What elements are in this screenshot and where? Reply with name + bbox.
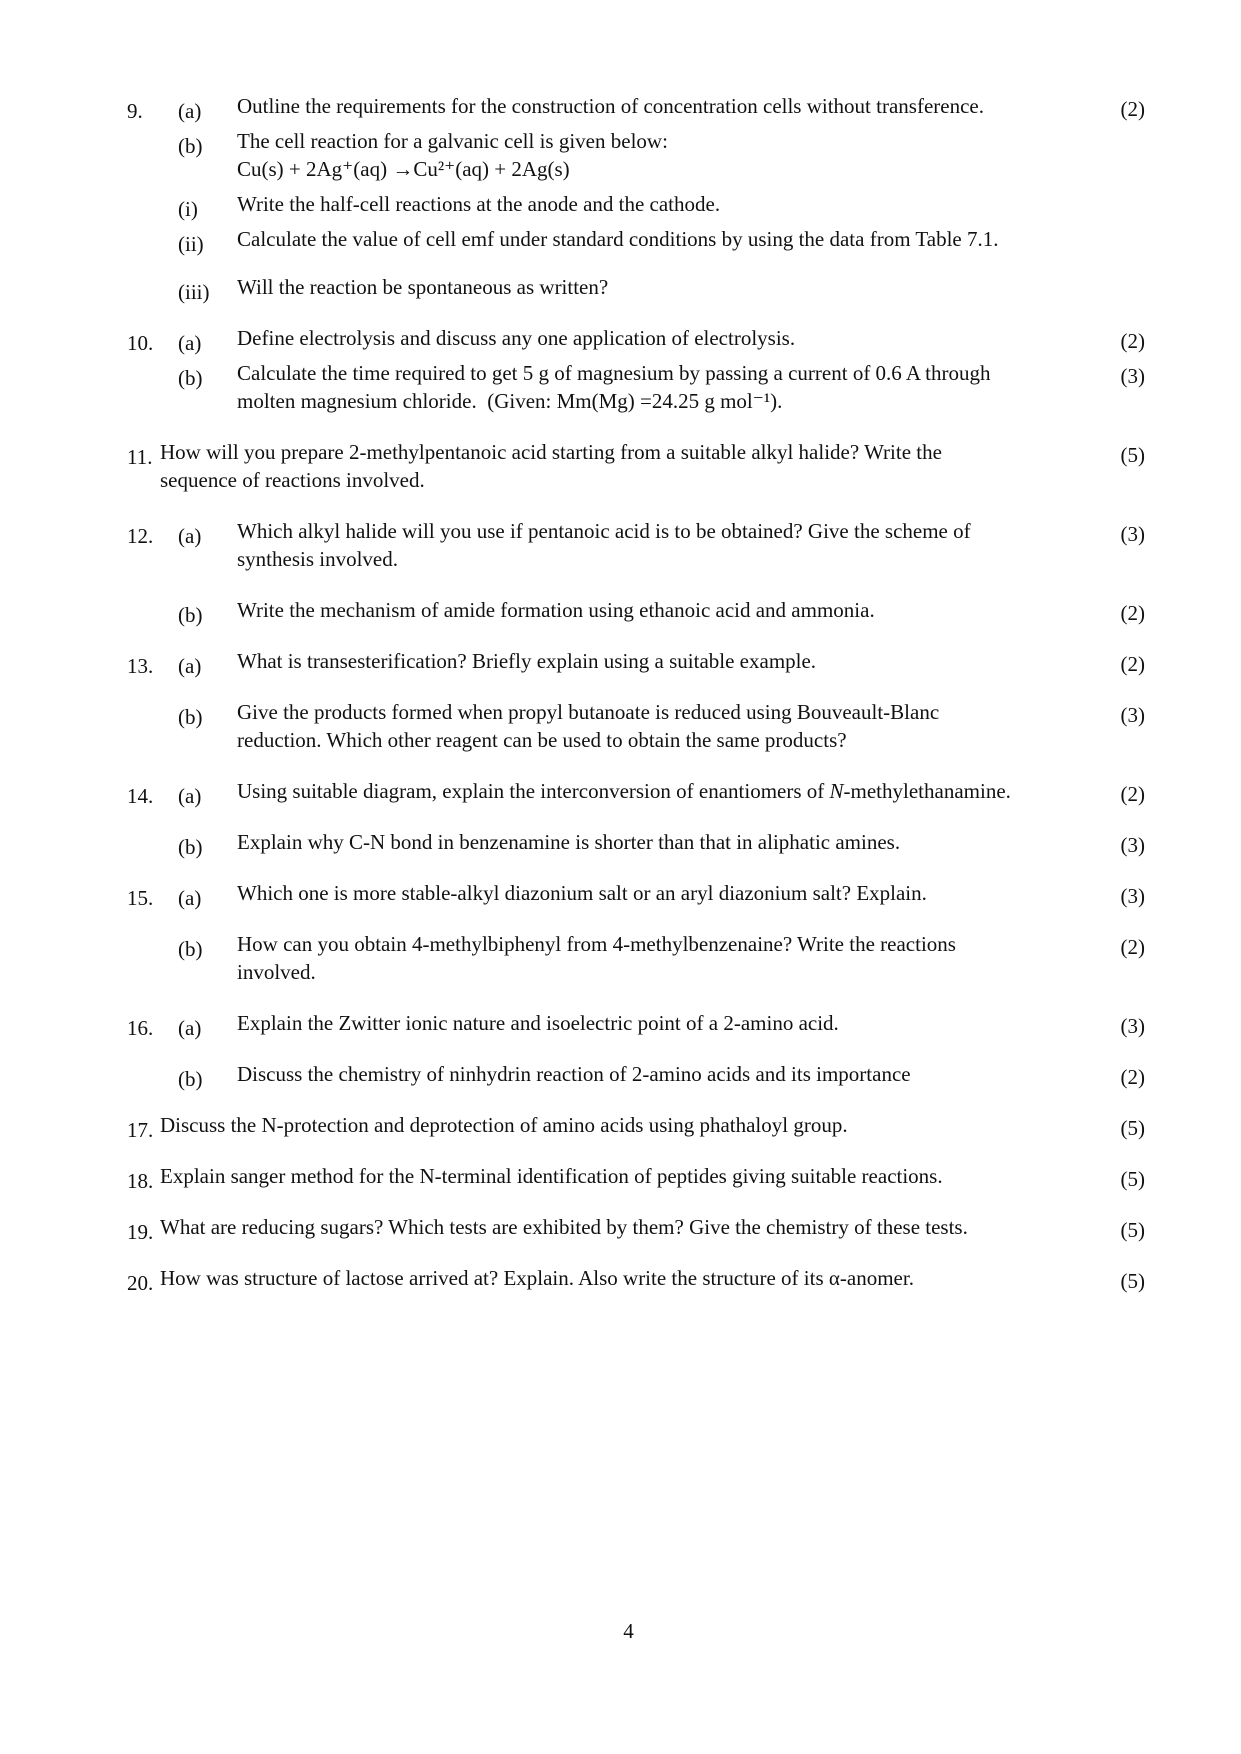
- text-segment: Using suitable diagram, explain the interconversion of enantiomers of: [237, 779, 830, 803]
- question-number: [127, 601, 178, 629]
- question-number: [127, 195, 178, 223]
- part-label: (i): [178, 197, 198, 221]
- part-text: [237, 879, 1070, 907]
- part-label: (a): [178, 331, 202, 355]
- question-part: [127, 1111, 1145, 1142]
- question-part: [127, 879, 1145, 910]
- question-number: 10.: [127, 331, 154, 355]
- text-segment: -methylethanamine.: [843, 779, 1011, 803]
- question: [127, 1009, 1145, 1091]
- question-part: [127, 1060, 1145, 1091]
- text-line: Write the half-cell reactions at the anode and the cathode.: [237, 192, 721, 216]
- text-line: What are reducing sugars? Which tests are exhibited by them? Give the chemistry of these tests.: [160, 1215, 968, 1239]
- marks-badge: (3): [1120, 833, 1145, 857]
- part-text: [160, 1111, 1052, 1139]
- part-label: (b): [178, 134, 203, 158]
- question-number: 20.: [127, 1271, 154, 1295]
- text-line: Explain why C-N bond in benzenamine is shorter than that in aliphatic amines.: [237, 830, 901, 854]
- text-line: Explain the Zwitter ionic nature and isoelectric point of a 2-amino acid.: [237, 1011, 839, 1035]
- question: [127, 324, 1145, 415]
- part-text: [237, 127, 1070, 183]
- text-line: Will the reaction be spontaneous as written?: [237, 275, 609, 299]
- question-number: 19.: [127, 1220, 154, 1244]
- text-line: molten magnesium chloride. (Given: Mm(Mg) =24.25 g mol⁻¹).: [237, 389, 783, 413]
- part-text: [237, 930, 1070, 986]
- part-text: [237, 698, 1070, 754]
- marks-badge: (2): [1120, 652, 1145, 676]
- question-number: [127, 833, 178, 861]
- question-part: [127, 190, 1145, 221]
- question: [127, 777, 1145, 859]
- part-label: (a): [178, 654, 202, 678]
- marks-badge: (3): [1120, 522, 1145, 546]
- text-line: The cell reaction for a galvanic cell is given below:: [237, 129, 668, 153]
- question-number: 13.: [127, 654, 154, 678]
- question-part: [127, 777, 1145, 808]
- text-line: involved.: [237, 960, 316, 984]
- question-part: [127, 273, 1145, 304]
- marks-badge: (5): [1120, 1269, 1145, 1293]
- part-text: [237, 190, 1070, 218]
- part-label: (a): [178, 524, 202, 548]
- question-part: [127, 1213, 1145, 1244]
- part-text: [237, 828, 1070, 856]
- marks-badge: (3): [1120, 884, 1145, 908]
- question: [127, 438, 1145, 494]
- text-line: How was structure of lactose arrived at? Explain. Also write the structure of its α-anomer.: [160, 1266, 914, 1290]
- part-text: [237, 777, 1070, 805]
- question-number: [127, 278, 178, 306]
- question-number: [127, 935, 178, 991]
- part-label: (b): [178, 603, 203, 627]
- question-part: [127, 1162, 1145, 1193]
- question-number: [127, 230, 178, 258]
- part-label: (a): [178, 99, 202, 123]
- question-part: [127, 92, 1145, 123]
- marks-badge: (5): [1120, 1116, 1145, 1140]
- marks-badge: (2): [1120, 97, 1145, 121]
- part-text: [237, 273, 1070, 301]
- text-line: Cu(s) + 2Ag⁺(aq) →Cu²⁺(aq) + 2Ag(s): [237, 157, 570, 181]
- text-line: Calculate the value of cell emf under standard conditions by using the data from Table 7.1.: [237, 227, 999, 251]
- part-label: (ii): [178, 232, 204, 256]
- part-text: [237, 1009, 1070, 1037]
- part-text: [237, 517, 1070, 573]
- question-number: [127, 364, 178, 420]
- part-text: [160, 1264, 1052, 1292]
- question-number: 9.: [127, 99, 143, 123]
- part-text: [237, 92, 1070, 120]
- part-label: (b): [178, 835, 203, 859]
- marks-badge: (3): [1120, 703, 1145, 727]
- text-line: synthesis involved.: [237, 547, 398, 571]
- text-line: Explain sanger method for the N-terminal identification of peptides giving suitable reactions.: [160, 1164, 943, 1188]
- question-number: [127, 703, 178, 759]
- part-label: (b): [178, 937, 203, 961]
- question-number: [127, 1065, 178, 1093]
- text-line: Calculate the time required to get 5 g of magnesium by passing a current of 0.6 A through: [237, 361, 991, 385]
- question-part: [127, 438, 1145, 494]
- marks-badge: (2): [1120, 601, 1145, 625]
- question-number: [127, 132, 178, 188]
- part-text: [237, 359, 1070, 415]
- question-number: 18.: [127, 1169, 154, 1193]
- text-line: Discuss the N-protection and deprotection of amino acids using phathaloyl group.: [160, 1113, 848, 1137]
- part-text: [237, 225, 1070, 253]
- part-label: (b): [178, 705, 203, 729]
- part-label: (b): [178, 1067, 203, 1091]
- marks-badge: (3): [1120, 1014, 1145, 1038]
- part-label: (a): [178, 1016, 202, 1040]
- marks-badge: (2): [1120, 329, 1145, 353]
- text-line: sequence of reactions involved.: [160, 468, 425, 492]
- question: [127, 517, 1145, 627]
- page-number: 4: [623, 1619, 634, 1643]
- part-text: [160, 1213, 1052, 1241]
- text-segment: N: [829, 779, 844, 803]
- part-text: [237, 647, 1070, 675]
- text-line: Which one is more stable-alkyl diazonium salt or an aryl diazonium salt? Explain.: [237, 881, 927, 905]
- question: [127, 879, 1145, 986]
- question-part: [127, 517, 1145, 573]
- question-number: 16.: [127, 1016, 154, 1040]
- question: [127, 1213, 1145, 1244]
- question-part: [127, 698, 1145, 754]
- text-line: How can you obtain 4-methylbiphenyl from 4-methylbenzenaine? Write the reactions: [237, 932, 956, 956]
- question-part: [127, 324, 1145, 355]
- question-part: [127, 828, 1145, 859]
- text-line: Write the mechanism of amide formation using ethanoic acid and ammonia.: [237, 598, 875, 622]
- marks-badge: (2): [1120, 1065, 1145, 1089]
- text-line: What is transesterification? Briefly explain using a suitable example.: [237, 649, 817, 673]
- part-label: (b): [178, 366, 203, 390]
- question: [127, 1162, 1145, 1193]
- question-number: 15.: [127, 886, 154, 910]
- text-line: Give the products formed when propyl butanoate is reduced using Bouveault-Blanc: [237, 700, 940, 724]
- part-text: [237, 324, 1070, 352]
- marks-badge: (3): [1120, 364, 1145, 388]
- marks-badge: (5): [1120, 1167, 1145, 1191]
- part-text: [160, 438, 1052, 494]
- question: [127, 1264, 1145, 1295]
- question-part: [127, 647, 1145, 678]
- question-part: [127, 930, 1145, 986]
- marks-badge: (5): [1120, 1218, 1145, 1242]
- part-label: (a): [178, 886, 202, 910]
- question-list: [127, 92, 1145, 1295]
- question-number: 11.: [127, 445, 153, 469]
- text-line: How will you prepare 2-methylpentanoic acid starting from a suitable alkyl halide? Write the: [160, 440, 942, 464]
- text-line: Which alkyl halide will you use if pentanoic acid is to be obtained? Give the scheme of: [237, 519, 971, 543]
- question: [127, 647, 1145, 754]
- marks-badge: (5): [1120, 443, 1145, 467]
- marks-badge: (2): [1120, 935, 1145, 959]
- question-number: 14.: [127, 784, 154, 808]
- text-line: Define electrolysis and discuss any one application of electrolysis.: [237, 326, 796, 350]
- question-part: [127, 359, 1145, 415]
- question-part: [127, 1264, 1145, 1295]
- question: [127, 1111, 1145, 1142]
- part-text: [237, 596, 1070, 624]
- part-label: (iii): [178, 280, 210, 304]
- text-line: Outline the requirements for the construction of concentration cells without transference.: [237, 94, 984, 118]
- text-line: Discuss the chemistry of ninhydrin reaction of 2-amino acids and its importance: [237, 1062, 911, 1086]
- marks-badge: (2): [1120, 782, 1145, 806]
- question-part: [127, 596, 1145, 627]
- question-part: [127, 1009, 1145, 1040]
- text-line: reduction. Which other reagent can be used to obtain the same products?: [237, 728, 847, 752]
- text-line: [237, 777, 1070, 805]
- question-part: [127, 127, 1145, 183]
- part-text: [160, 1162, 1052, 1190]
- question: [127, 92, 1145, 304]
- question-number: 12.: [127, 524, 154, 548]
- question-part: [127, 225, 1145, 256]
- part-text: [237, 1060, 1070, 1088]
- question-number: 17.: [127, 1118, 154, 1142]
- part-label: (a): [178, 784, 202, 808]
